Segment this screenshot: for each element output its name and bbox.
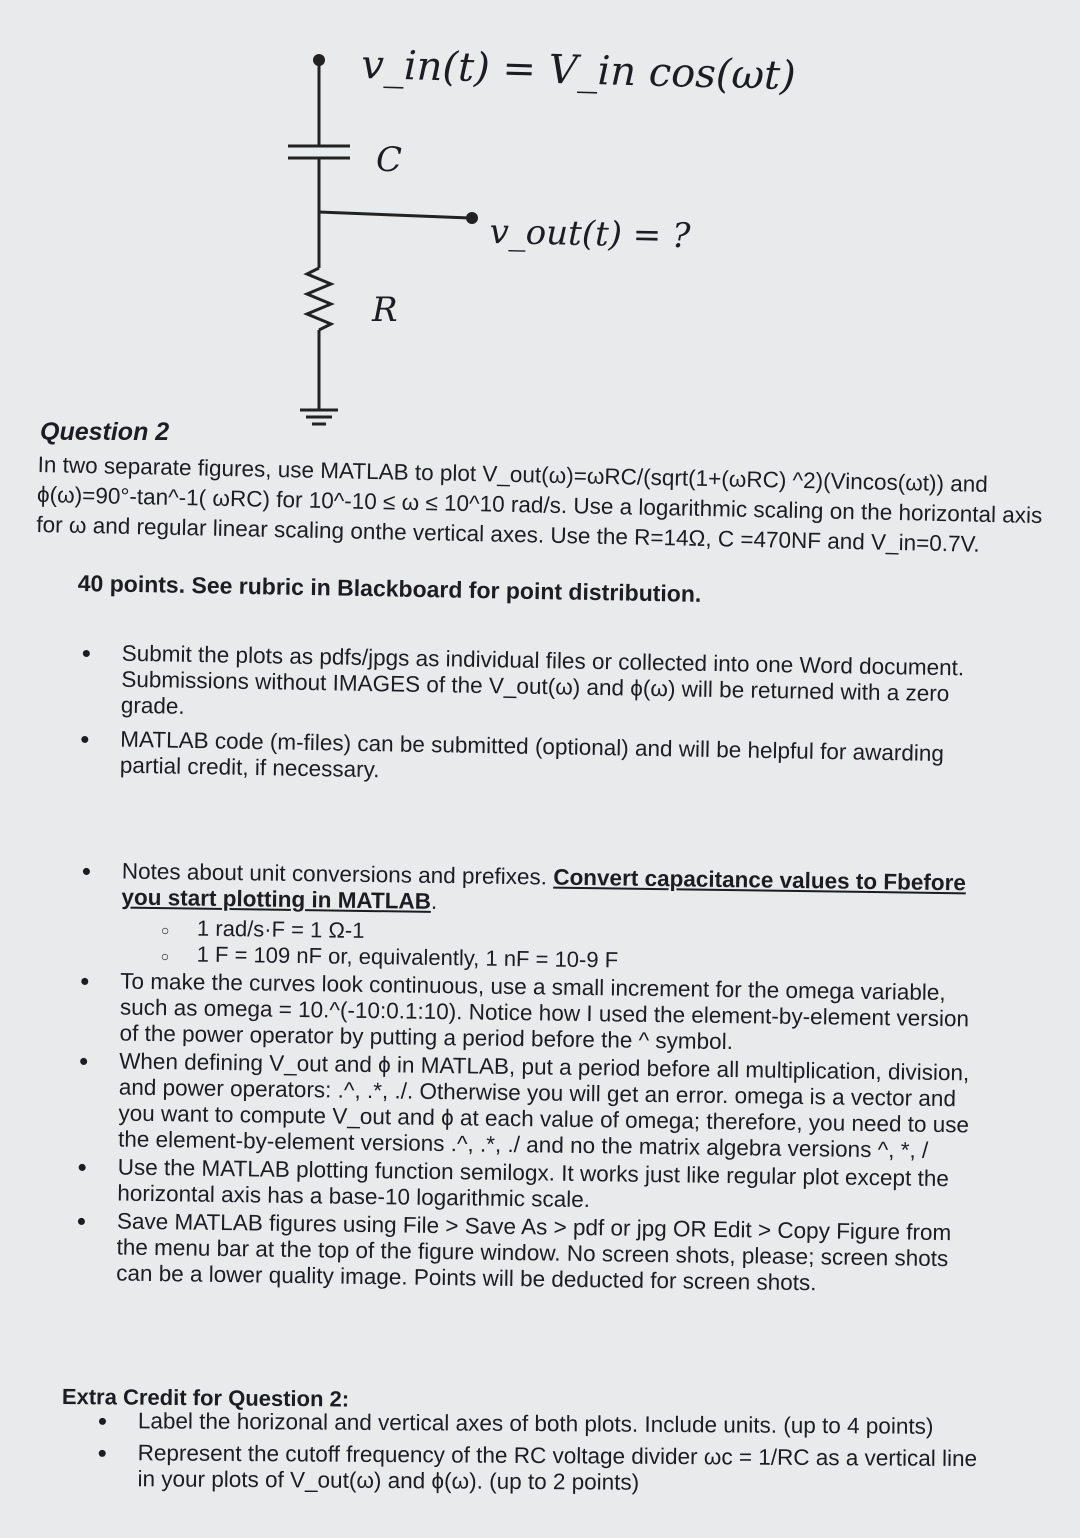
output-voltage-equation: v_out(t) = ?: [489, 212, 691, 257]
notes-bullets: [76, 858, 982, 1301]
question-paragraph: In two separate figures, use MATLAB to plot V_out(ω)=ωRC/(sqrt(1+(ωRC) ^2)(Vincos(ωt)) and ϕ(ω)=90°-tan^-1( ωRC) for 10^-10 ≤ ω ≤ 10^10 rad/s. Use a logarithmic scaling on the horizontal axis for ω and regular linear scaling onthe vertical axes. Use the R=14Ω, C =470NF and V_in=0.7V.: [36, 451, 1043, 557]
notes-semilogx: • Use the MATLAB plotting function semilogx. It works just like regular plot except the horizontal axis has a base-10 logarithmic scale.: [77, 1154, 978, 1219]
submission-bullet-code: • MATLAB code (m-files) can be submitted (optional) and will be helpful for awarding partial credit, if necessary.: [80, 726, 981, 794]
extra-credit-cutoff-line: • Represent the cutoff frequency of the RC voltage divider ωc = 1/RC as a vertical line in your plots of V_out(ω) and ϕ(ω). (up to 2 points): [97, 1440, 997, 1498]
points-line: 40 points. See rubric in Blackboard for point distribution.: [77, 570, 702, 607]
notes-omega-increment: • To make the curves look continuous, use a small increment for the omega variable, such as omega = 10.^(-10:0.1:10). Notice how I used the element-by-element version of the power operator by putting a period before the ^ symbol.: [79, 968, 980, 1059]
wire-output: [319, 212, 470, 218]
notes-elementwise-operators: • When defining V_out and ϕ in MATLAB, put a period before all multiplication, division, and power operators: .^, .*, ./. Otherwise you will get an error. omega is a vector and you want to compute V_out and ϕ at each value of omega; therefore, you need to use the element-by-element versions .^, .*, ./ and no the matrix algebra versions ^, *, /: [78, 1048, 979, 1165]
input-voltage-equation: v_in(t) = V_in cos(ωt): [360, 42, 797, 100]
notes-save-figures: • Save MATLAB figures using File > Save As > pdf or jpg OR Edit > Copy Figure from the menu bar at the top of the figure window. No screen shots, please; screen shots can be a lower quality image. Points will be deducted for screen shots.: [76, 1208, 977, 1299]
resistor-label: R: [372, 290, 398, 330]
extra-credit-bullets: [97, 1408, 998, 1504]
extra-credit-axes-labels: • Label the horizonal and vertical axes of both plots. Include units. (up to 4 points): [98, 1408, 998, 1440]
submission-bullet-plots: • Submit the plots as pdfs/jpgs as individual files or collected into one Word document. Submissions without IMAGES of the V_out(ω) and ϕ(ω) will be returned with a zero grade.: [81, 640, 982, 734]
notes-intro-item: • Notes about unit conversions and prefixes. Convert capacitance values to Fbefore you start plotting in MATLAB. ○ 1 rad/s·F = 1 Ω-1 ○ 1 F = 109 nF or, equivalently, 1 nF = 10-9 F: [80, 858, 981, 979]
capacitor-label: C: [376, 140, 403, 180]
conversion-item: ○ 1 rad/s·F = 1 Ω-1: [121, 915, 981, 953]
output-terminal-dot: [466, 212, 478, 224]
question-title: Question 2: [40, 418, 170, 446]
notes-intro-emphasis: Convert capacitance values to Fbefore you start plotting in MATLAB: [121, 864, 967, 914]
extra-credit-title: Extra Credit for Question 2:: [61, 1384, 350, 1412]
notes-intro: Notes about unit conversions and prefixes.: [121, 858, 548, 890]
conversion-list: [120, 915, 981, 979]
resistor-zigzag: [307, 268, 331, 330]
submission-bullets: [79, 640, 981, 802]
conversion-item: ○ 1 F = 109 nF or, equivalently, 1 nF = 10-9 F: [120, 941, 980, 979]
